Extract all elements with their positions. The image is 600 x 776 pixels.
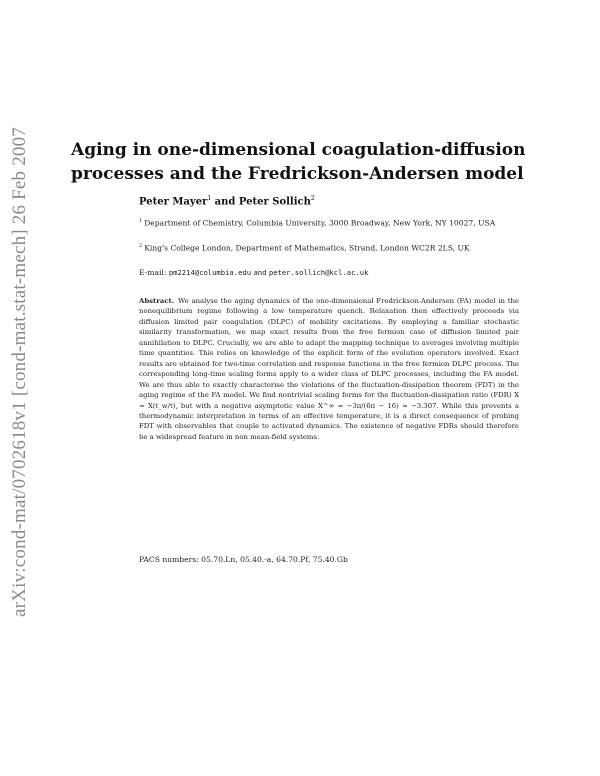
author-list xyxy=(139,195,315,207)
email-address-2[interactable]: peter.sollich@kcl.ac.uk xyxy=(268,268,369,277)
paper-title xyxy=(71,138,541,186)
author-1: Peter Mayer xyxy=(139,196,208,208)
abstract xyxy=(139,296,519,442)
email-label: E-mail: xyxy=(139,268,167,277)
affiliation-2-text: King's College London, Department of Mathematics, Strand, London WC2R 2LS, UK xyxy=(144,243,470,253)
author-connector: and xyxy=(214,196,236,208)
paper-title-line-2: processes and the Fredrickson-Andersen model xyxy=(71,164,524,184)
affiliation-2 xyxy=(139,240,519,255)
abstract-label: Abstract. xyxy=(139,297,175,305)
affiliation-1-mark: 1 xyxy=(139,218,143,224)
affiliation-1 xyxy=(139,215,519,230)
email-connector: and xyxy=(253,268,267,277)
author-1-affiliation-mark: 1 xyxy=(207,195,212,202)
email-line xyxy=(139,268,368,277)
affiliation-1-text: Department of Chemistry, Columbia University, 3000 Broadway, New York, NY 10027, USA xyxy=(144,218,496,228)
email-address-1[interactable]: pm2214@columbia.edu xyxy=(168,268,252,277)
pacs-numbers: PACS numbers: 05.70.Ln, 05.40.-a, 64.70.Pf, 75.40.Gb xyxy=(139,555,348,564)
author-2-affiliation-mark: 2 xyxy=(310,195,315,202)
paper-title-line-1: Aging in one-dimensional coagulation-diffusion xyxy=(71,140,526,160)
affiliation-2-mark: 2 xyxy=(139,243,143,249)
abstract-text: We analyse the aging dynamics of the one-dimensional Fredrickson-Andersen (FA) model in the nonequilibrium regime following a low temperature quench. Relaxation then effectively proceeds via diffusion limited pair coagulation (DLPC) of mobility excitations. By employing a familiar stochastic similarity transformation, we map exact results from the free fermion case of diffusion limited pair annihilation to DLPC. Crucially, we are able to adapt the mapping technique to averages involving multiple time quantities. This relies on knowledge of the explicit form of the evolution operators involved. Exact results are obtained for two-time correlation and response functions in the free fermion DLPC process. The corresponding long-time scaling forms apply to a wider class of DLPC processes, including the FA model. We are thus able to exactly characterise the violations of the fluctuation-dissipation theorem (FDT) in the aging regime of the FA model. We find nontrivial scaling forms for the fluctuation-dissipation ratio (FDR) X = X(t_w/t), but with a negative asymptotic value X^∞ = −3π/(6π − 16) ≈ −3.307. While this prevents a thermodynamic interpretation in terms of an effective temperature, it is a direct consequence of probing FDT with observables that couple to activated dynamics. The existence of negative FDRs should therefore be a widespread feature in non mean-field systems. xyxy=(139,297,519,441)
author-2: Peter Sollich xyxy=(238,196,311,208)
arxiv-identifier-stamp xyxy=(0,0,40,776)
arxiv-identifier-text: arXiv:cond-mat/0702618v1 [cond-mat.stat-mech] 26 Feb 2007 xyxy=(9,127,30,617)
